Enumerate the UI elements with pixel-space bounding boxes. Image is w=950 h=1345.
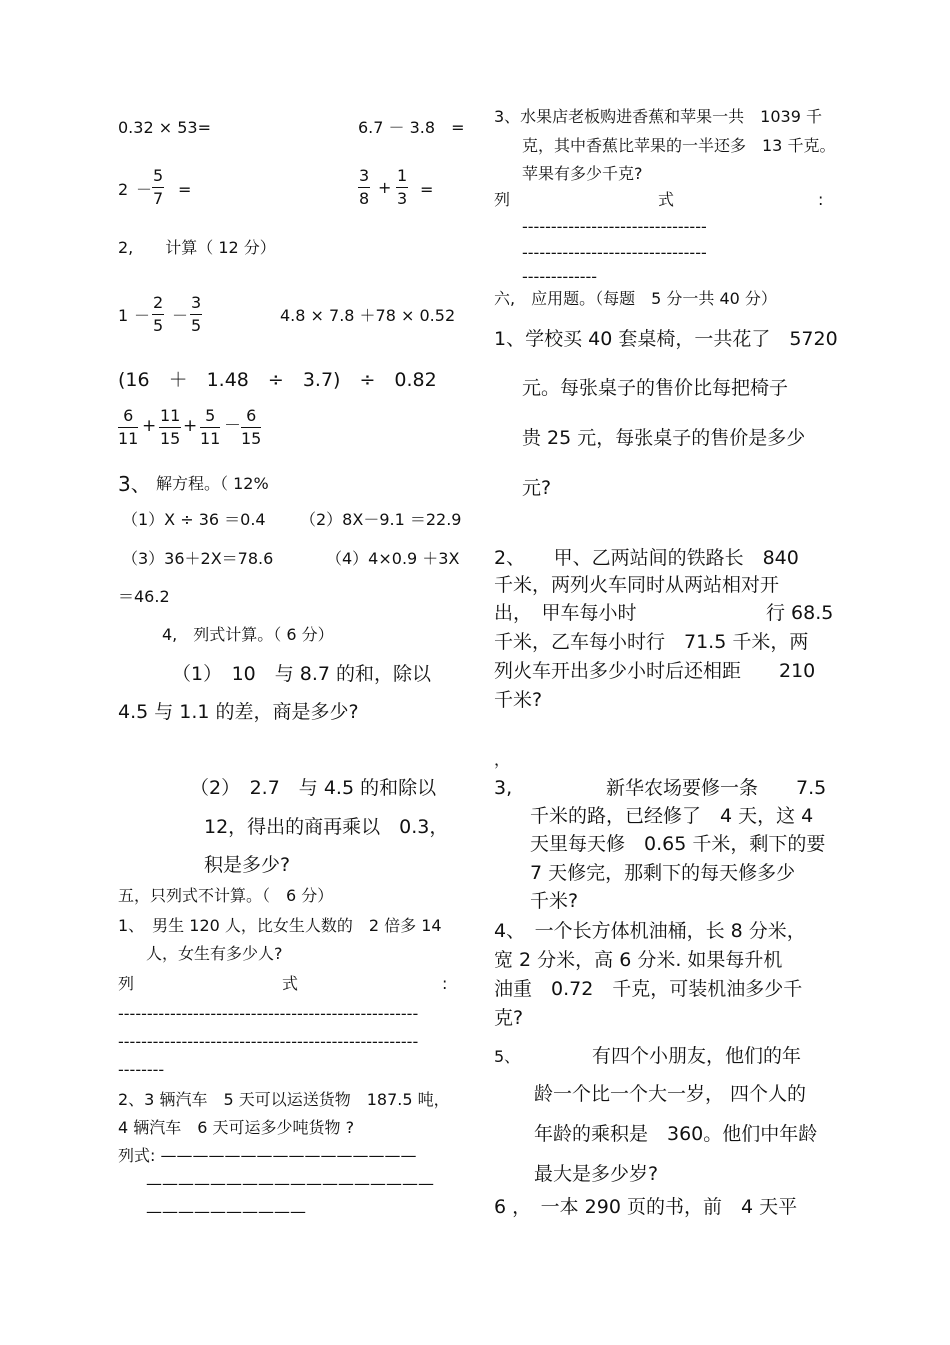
section-6-title: 六, 应用题。（每题 5 分一共 40 分）: [494, 289, 777, 308]
question-4-2-line-2: 12，得出的商再乘以 0.3，: [204, 816, 449, 838]
numerator: 3: [190, 295, 202, 315]
problem-3-line-1: 新华农场要修一条 7.5: [606, 777, 827, 799]
fraction: [159, 408, 181, 447]
question-4-1-line-2: 4.5 与 1.1 的差，商是多少?: [118, 701, 359, 723]
plus-sign: +: [142, 416, 157, 436]
whole-number: 2: [118, 180, 129, 199]
denominator: 3: [397, 189, 408, 208]
denominator: 15: [160, 429, 181, 448]
denominator: 8: [359, 189, 370, 208]
problem-2-line-5: 列火车开出多少小时后还相距 210: [494, 660, 816, 682]
calc-4-8x7-8: 4.8 × 7.8 ＋78 × 0.52: [280, 306, 456, 325]
problem-5-number: 5、: [494, 1047, 521, 1066]
equation-3: （3）36＋2X＝78.6: [122, 549, 274, 568]
lieshi-label-colon: :: [818, 190, 824, 209]
denominator: 7: [153, 189, 164, 208]
problem-4-line-4: 克?: [494, 1007, 524, 1029]
question-5-1-line-2: 人，女生有多少人?: [146, 944, 283, 963]
equation-2: （2）8X－9.1 ＝22.9: [300, 510, 462, 529]
answer-line-2: --------------------------------: [522, 243, 707, 262]
plus-sign: +: [183, 416, 198, 436]
question-5-1-line-1: 1、 男生 120 人，比女生人数的 2 倍多 14: [118, 916, 442, 935]
question-4-1-line-1: （1） 10 与 8.7 的和，除以: [172, 663, 432, 685]
problem-6-line-1: 6 ， 一本 290 页的书，前 4 天平: [494, 1196, 798, 1218]
problem-4-line-3: 油重 0.72 千克，可装机油多少千: [494, 978, 803, 1000]
numerator: 6: [118, 408, 138, 428]
equation-1: （1）X ÷ 36 ＝0.4: [122, 510, 266, 529]
question-5-2-line-1: 2、3 辆汽车 5 天可以运送货物 187.5 吨，: [118, 1090, 450, 1109]
problem-2-line-3b: 行 68.5: [766, 602, 834, 624]
equation-4: （4）4×0.9 ＋3X: [326, 549, 460, 568]
section-2-title: 2, 计算（ 12 分）: [118, 238, 276, 257]
numerator: 2: [152, 295, 164, 315]
problem-1-line-3: 贵 25 元，每张桌子的售价是多少: [522, 427, 806, 449]
minus-sign: －: [224, 416, 241, 436]
problem-1-line-2: 元。每张桌子的售价比每把椅子: [522, 377, 789, 399]
denominator: 5: [191, 316, 202, 335]
minus-sign: －: [172, 306, 189, 325]
question-5-2-answer-line-3: ——————————: [146, 1202, 306, 1221]
denominator: 5: [153, 316, 164, 335]
fraction: [200, 408, 220, 447]
question-5-2-answer-line-2: ——————————————————: [146, 1174, 434, 1193]
fraction: [358, 168, 370, 207]
problem-2-line-6: 千米?: [494, 689, 543, 711]
question-5-3-line-3: 苹果有多少千克?: [522, 164, 643, 183]
fraction: [152, 295, 164, 334]
numerator: 5: [200, 408, 220, 428]
problem-4-line-2: 宽 2 分米，高 6 分米. 如果每升机: [494, 949, 783, 971]
problem-5-line-4: 最大是多少岁?: [534, 1163, 659, 1185]
numerator: 6: [241, 408, 261, 428]
answer-line-2: ----------------------------------------------------: [118, 1032, 419, 1051]
section-5-title: 五，只列式不计算。（ 6 分）: [118, 886, 334, 905]
denominator: 15: [241, 429, 262, 448]
problem-3-number: 3,: [494, 777, 513, 799]
problem-2-line-2: 千米，两列火车同时从两站相对开: [494, 574, 780, 596]
denominator: 11: [118, 429, 139, 448]
problem-3-line-3: 天里每天修 0.65 千米，剩下的要: [530, 833, 826, 855]
problem-5-line-1: 有四个小朋友，他们的年: [592, 1045, 802, 1067]
section-4-title: 4, 列式计算。（ 6 分）: [162, 625, 334, 644]
problem-4-line-1: 4、 一个长方体机油桶，长 8 分米，: [494, 920, 806, 942]
fraction: [118, 408, 138, 447]
lieshi-label-char-1: 列: [494, 190, 511, 209]
problem-2-line-4: 千米，乙车每小时行 71.5 千米，两: [494, 631, 809, 653]
numerator: 5: [152, 168, 164, 188]
fraction: [241, 408, 261, 447]
numerator: 1: [396, 168, 408, 188]
problem-5-line-3: 年龄的乘积是 360。他们中年龄: [534, 1123, 818, 1145]
denominator: 11: [200, 429, 221, 448]
problem-3-line-2: 千米的路，已经修了 4 天，这 4: [530, 805, 814, 827]
equals-sign: =: [178, 180, 192, 199]
section-3-number: 3、: [118, 472, 151, 496]
section-3-title: 解方程。（ 12%: [156, 474, 269, 493]
fraction: [396, 168, 408, 207]
lieshi-label-char-2: 式: [282, 974, 299, 993]
lieshi-label-char-1: 列: [118, 974, 135, 993]
answer-line-1: ----------------------------------------------------: [118, 1004, 419, 1023]
question-4-2-line-1: （2） 2.7 与 4.5 的和除以: [190, 777, 437, 799]
equation-4-continued: ＝46.2: [118, 587, 170, 606]
problem-2-line-3a: 出， 甲车每小时: [494, 602, 637, 624]
fraction: [152, 168, 164, 207]
problem-3-line-5: 千米?: [530, 890, 579, 912]
fraction: [190, 295, 202, 334]
problem-2-line-1: 2、 甲、乙两站间的铁路长 840: [494, 547, 799, 569]
calc-0-32x53: 0.32 × 53=: [118, 118, 211, 137]
question-5-2-line-2: 4 辆汽车 6 天可运多少吨货物 ?: [118, 1118, 355, 1137]
answer-line-3: --------: [118, 1060, 165, 1079]
plus-sign: +: [378, 178, 392, 197]
calc-6-7-minus-3-8: 6.7 － 3.8 =: [358, 118, 465, 137]
numerator: 11: [159, 408, 181, 428]
minus-sign: －: [136, 180, 153, 199]
lieshi-label-colon: :: [442, 974, 448, 993]
question-4-2-line-3: 积是多少?: [204, 854, 291, 876]
answer-line-3: -------------: [522, 267, 598, 286]
problem-3-line-4: 7 天修完，那剩下的每天修多少: [530, 862, 796, 884]
whole-number: 1: [118, 306, 129, 325]
answer-line-1: --------------------------------: [522, 217, 707, 236]
question-5-3-line-1: 3、水果店老板购进香蕉和苹果一共 1039 千: [494, 107, 822, 126]
problem-1-line-4: 元?: [522, 477, 552, 499]
minus-sign: －: [134, 306, 151, 325]
calc-parenthesis: (16 ＋ 1.48 ÷ 3.7) ÷ 0.82: [118, 369, 437, 391]
question-5-3-line-2: 克，其中香蕉比苹果的一半还多 13 千克。: [522, 136, 836, 155]
problem-1-line-1: 1、学校买 40 套桌椅，一共花了 5720: [494, 328, 838, 350]
stray-comma: ，: [494, 750, 511, 769]
problem-5-line-2: 龄一个比一个大一岁， 四个人的: [534, 1083, 807, 1105]
question-5-2-answer-line-1: 列式: ————————————————: [118, 1146, 417, 1165]
numerator: 3: [358, 168, 370, 188]
equals-sign: =: [420, 180, 434, 199]
lieshi-label-char-2: 式: [658, 190, 675, 209]
